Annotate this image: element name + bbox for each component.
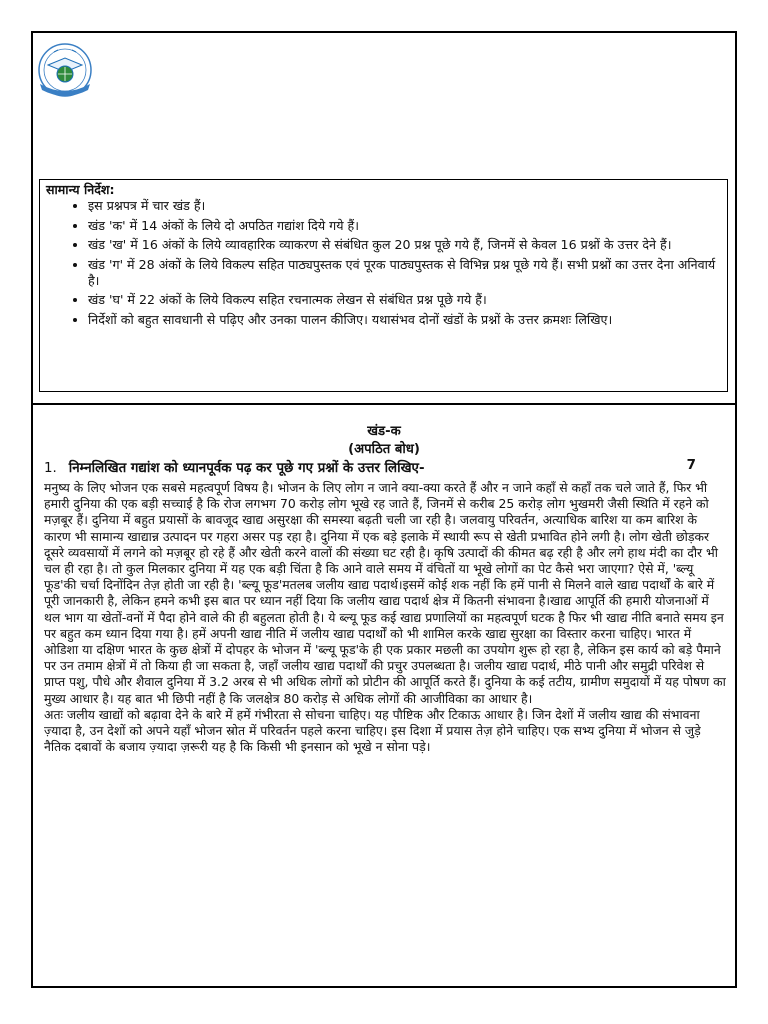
instructions-list — [46, 198, 721, 328]
question-text: निम्नलिखित गद्यांश को ध्यानपूर्वक पढ़ कर पूछे गए प्रश्नों के उत्तर लिखिए- — [68, 461, 425, 476]
section-divider — [31, 403, 737, 405]
instruction-item: • खंड 'घ' में 22 अंकों के लिये विकल्प सहित रचनात्मक लेखन से संबंधित प्रश्न पूछे गये हैं। — [88, 292, 721, 308]
passage-paragraph: अतः जलीय खाद्यों को बढ़ावा देने के बारे में हमें गंभीरता से सोचना चाहिए। यह पौष्टिक और टिकाऊ आधार है। जिन देशों में जलीय खाद्य की संभावना ज़्यादा है, उन देशों को अपने यहाँ भोजन स्रोत में परिवर्तन पहले करना चाहिए। इस दिशा में प्रयास तेज़ होने चाहिए। एक सभ्य दुनिया में भोजन से जुड़े नैतिक दबावों के बजाय ज़्यादा ज़रूरी यह है कि किसी भी इनसान को भूखे न सोना पड़े। — [44, 706, 701, 755]
section-subtitle: (अपठित बोध) — [348, 442, 420, 457]
question-marks: 7 — [686, 458, 696, 473]
instructions-title: सामान्य निर्देश: — [46, 182, 115, 197]
instruction-item: • खंड 'ख' में 16 अंकों के लिये व्यावहारिक व्याकरण से संबंधित कुल 20 प्रश्न पूछे गये हैं, जिनमें से केवल 16 प्रश्नों के उत्तर देने हैं। — [88, 237, 721, 253]
instruction-item: • खंड 'ग' में 28 अंकों के लिये विकल्प सहित पाठ्यपुस्तक एवं पूरक पाठ्यपुस्तक से विभिन्न प्रश्न पूछे गये हैं। सभी प्रश्नों का उत्तर देना अनिवार्य है। — [88, 257, 721, 290]
question-number: 1. — [44, 461, 57, 476]
instruction-item: • निर्देशों को बहुत सावधानी से पढ़िए और उनका पालन कीजिए। यथासंभव दोनों खंडों के प्रश्नों के उत्तर क्रमशः लिखिए। — [88, 312, 721, 328]
instruction-item: • खंड 'क' में 14 अंकों के लिये दो अपठित गद्यांश दिये गये हैं। — [88, 218, 721, 234]
question-heading — [44, 458, 704, 476]
school-logo — [34, 40, 96, 102]
general-instructions-box — [39, 179, 728, 392]
section-title: खंड-क — [367, 424, 401, 439]
passage-paragraph: मनुष्य के लिए भोजन एक सबसे महत्वपूर्ण विषय है। भोजन के लिए लोग न जाने क्या-क्या करते हैं और न जाने कहाँ से कहाँ तक चले जाते हैं, फिर भी हमारी दुनिया की एक बड़ी सच्चाई है कि रोज लगभग 70 करोड़ लोग भूखे रह जाते हैं, जिनमें से करीब 25 करोड़ लोग भुखमरी जैसी स्थिति में रहने को मज़बूर हैं। दुनिया में बहुत प्रयासों के बावजूद खाद्य असुरक्षा की समस्या बढ़ती चली जा रही है। जलवायु परिवर्तन, अत्याधिक बारिश या कम बारिश के कारण भी सामान्य खाद्यान्न उत्पादन पर गहरा असर पड़ रहा है। दुनिया में एक बड़े इलाके में स्थायी रूप से खेती प्रभावित होने लगी है। लोग खेती छोड़कर दूसरे व्यवसायों में लगने को मज़बूर हो रहे हैं और खेती करने वालों की संख्या घट रही है। कृषि उत्पादों की कीमत बढ़ रही है और लगे हाथ मंदी का दौर भी चल ही रहा है। तो कुल मिलकार दुनिया में यह एक बड़ी चिंता है कि आने वाले समय में वंचितों या भूखे लोगों का पेट कैसे भरा जाएगा? ऐसे में, 'ब्ल्यू फूड'की चर्चा दिनोंदिन तेज़ होती जा रही है। 'ब्ल्यू फूड'मतलब जलीय खाद्य पदार्थ।इसमें कोई शक नहीं कि हमें पानी से मिलने वाले खाद्य पदार्थों के बारे में पूरी जानकारी है, लेकिन हमने कभी इस बात पर ध्यान नहीं दिया कि जलीय खाद्य पदार्थ क्षेत्र में कितनी संभावना है।खाद्य आपूर्ति की हमारी योजनाओं में थल भाग या खेतों-वनों में पैदा होने वाले की ही बहुलता होती है। ये ब्ल्यू फूड कई खाद्य प्रणालियों का महत्वपूर्ण घटक है फिर भी खाद्य नीति बनाते समय इन पर बहुत कम ध्यान दिया गया है। हमें अपनी खाद्य नीति में जलीय खाद्य पदार्थों को भी शामिल करके खाद्य सुरक्षा का विस्तार करना चाहिए। भारत में ओडिशा या दक्षिण भारत के कुछ क्षेत्रों में दोपहर के भोजन में 'ब्ल्यू फूड'के ही एक प्रकार मछली का उपयोग शुरू हो रहा है, लेकिन इस कार्य को बड़े पैमाने पर उन तमाम क्षेत्रों में तो किया ही जा सकता है, जहाँ जलीय खाद्य पदार्थों की प्रचुर उपलब्धता है। जलीय खाद्य पदार्थ, मीठे पानी और समुद्री परिवेश से प्राप्त पशु, पौधे और शैवाल दुनिया में 3.2 अरब से भी अधिक लोगों को प्रोटीन की आपूर्ति करते हैं। दुनिया के कई तटीय, ग्रामीण समुदायों में यह पोषण का मुख्य आधार है। यह बात भी छिपी नहीं है कि जलक्षेत्र 80 करोड़ से अधिक लोगों की आजीविका का आधार है। — [44, 480, 726, 706]
unseen-passage — [44, 480, 726, 755]
instruction-item: • इस प्रश्नपत्र में चार खंड हैं। — [88, 198, 721, 214]
